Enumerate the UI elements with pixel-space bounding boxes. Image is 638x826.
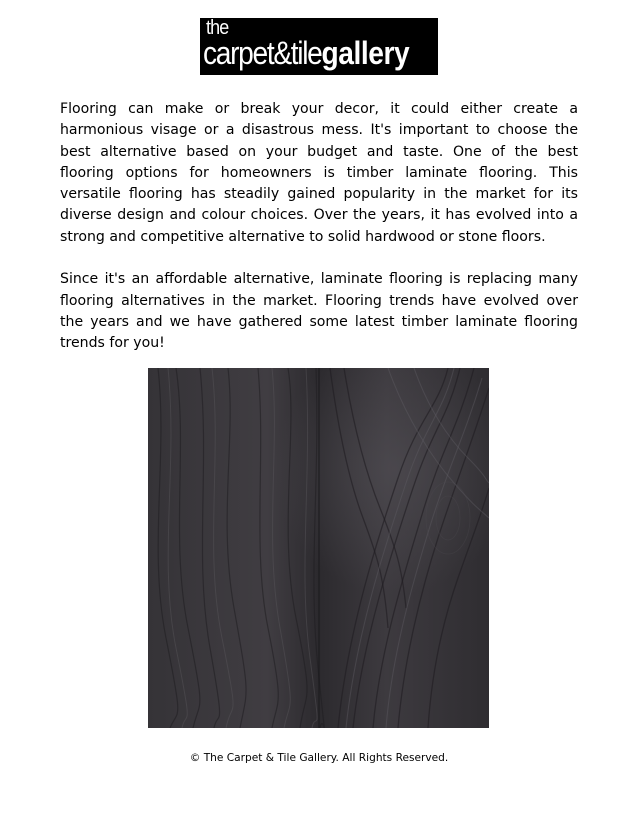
paragraph-intro: Flooring can make or break your decor, it could either create a harmonious visage or a disastrous mess. It's important to choose the best alternative based on your budget and taste. One of the best flooring options for homeowners is timber laminate flooring. This versatile flooring has steadily gained popularity in the market for its diverse design and colour choices. Over the years, it has evolved into a strong and competitive alternative to solid hardwood or stone floors. bbox=[60, 101, 578, 245]
paragraph-trends: Since it's an affordable alternative, laminate flooring is replacing many flooring alternatives in the market. Flooring trends have evolved over the years and we have gathered some latest timber laminate flooring trends for you! bbox=[60, 271, 578, 352]
article-body bbox=[60, 99, 578, 376]
wood-grain-image bbox=[148, 368, 489, 728]
logo-wordmark bbox=[203, 36, 409, 70]
brand-logo bbox=[200, 18, 438, 75]
logo-main-text: carpet&tile bbox=[203, 35, 322, 71]
copyright-footer: © The Carpet & Tile Gallery. All Rights Reserved. bbox=[189, 752, 449, 764]
logo-bold-text: gallery bbox=[321, 35, 410, 71]
logo-the-text: the bbox=[206, 18, 229, 39]
laminate-wood-photo bbox=[148, 368, 489, 728]
